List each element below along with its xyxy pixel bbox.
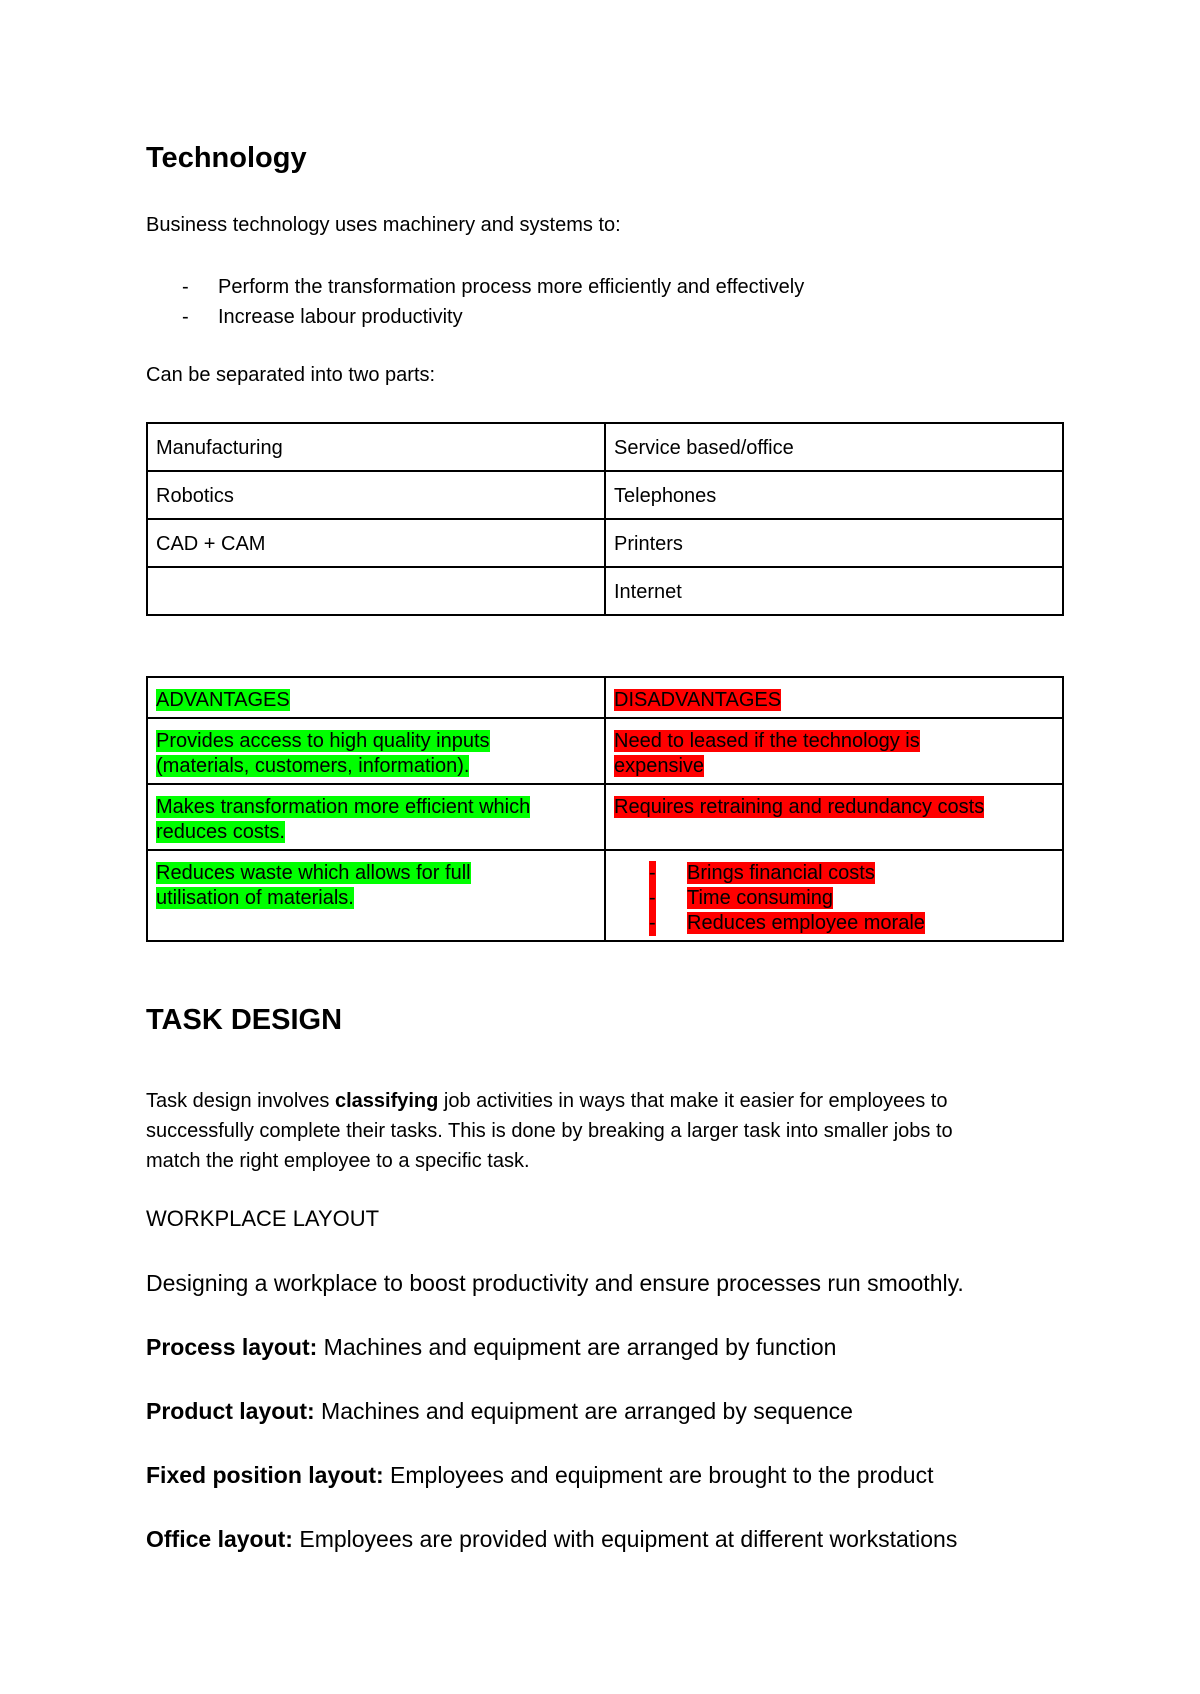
layout-term: Fixed position layout:	[146, 1462, 384, 1488]
advantage-text: (materials, customers, information).	[156, 755, 470, 777]
disadvantage-bullet-list	[614, 861, 1054, 936]
advantage-text: Makes transformation more efficient which	[156, 796, 531, 818]
table-row	[147, 519, 1063, 567]
disadvantages-header: DISADVANTAGES	[614, 689, 782, 711]
dash-bullet: -	[649, 912, 656, 934]
advantage-cell	[147, 850, 605, 941]
advantages-header: ADVANTAGES	[156, 689, 290, 711]
task-body-text: job activities in ways that make it easier for employees to	[438, 1090, 948, 1112]
task-body-text: match the right employee to a specific task.	[146, 1150, 530, 1172]
technology-bullet-list	[146, 272, 804, 332]
disadvantage-text: expensive	[614, 755, 705, 777]
table-cell	[147, 567, 605, 615]
list-item-text: Perform the transformation process more efficiently and effectively	[218, 276, 805, 298]
table-cell: Internet	[605, 567, 1063, 615]
table-cell: Service based/office	[605, 423, 1063, 471]
table-cell: Telephones	[605, 471, 1063, 519]
parts-label: Can be separated into two parts:	[146, 364, 436, 386]
layout-term: Process layout:	[146, 1334, 318, 1360]
workplace-layout-intro: Designing a workplace to boost productivity and ensure processes run smoothly.	[146, 1270, 964, 1296]
technology-intro: Business technology uses machinery and systems to:	[146, 214, 621, 236]
dash-bullet: -	[649, 887, 656, 909]
layout-desc: Machines and equipment are arranged by function	[317, 1334, 837, 1360]
layout-definition	[146, 1526, 957, 1553]
technology-heading: Technology	[146, 142, 307, 174]
list-item-text: Time consuming	[687, 887, 833, 909]
dash-bullet: -	[182, 306, 189, 328]
list-item-text: Reduces employee morale	[687, 912, 925, 934]
layout-desc: Machines and equipment are arranged by sequence	[314, 1398, 853, 1424]
list-item	[649, 886, 1054, 911]
layout-definition	[146, 1398, 853, 1425]
list-item	[649, 911, 1054, 936]
list-item	[146, 302, 804, 332]
task-body-text: successfully complete their tasks. This is done by breaking a larger task into smaller jobs to	[146, 1120, 953, 1142]
advantage-text: utilisation of materials.	[156, 887, 354, 909]
advantage-cell	[147, 718, 605, 784]
advantage-cell	[147, 784, 605, 850]
table-header-row	[147, 677, 1063, 718]
disadvantage-text: Requires retraining and redundancy costs	[614, 796, 985, 818]
table-cell: Robotics	[147, 471, 605, 519]
layout-definition	[146, 1334, 836, 1361]
advantage-text: Reduces waste which allows for full	[156, 862, 471, 884]
dash-bullet: -	[182, 276, 189, 298]
table-row	[147, 784, 1063, 850]
task-design-paragraph	[146, 1086, 1064, 1176]
task-body-text: Task design involves	[146, 1090, 335, 1112]
dash-bullet: -	[649, 862, 656, 884]
list-item-text: Increase labour productivity	[218, 306, 463, 328]
layout-term: Office layout:	[146, 1526, 293, 1552]
disadvantages-header-cell	[605, 677, 1063, 718]
table-row	[147, 423, 1063, 471]
list-item	[146, 272, 804, 302]
advantages-disadvantages-table	[146, 676, 1064, 942]
list-item	[649, 861, 1054, 886]
table-row	[147, 718, 1063, 784]
disadvantage-cell	[605, 850, 1063, 941]
advantage-text: Provides access to high quality inputs	[156, 730, 490, 752]
disadvantage-cell	[605, 784, 1063, 850]
table-row	[147, 567, 1063, 615]
table-row	[147, 471, 1063, 519]
table-cell: CAD + CAM	[147, 519, 605, 567]
layout-term: Product layout:	[146, 1398, 315, 1424]
disadvantage-cell	[605, 718, 1063, 784]
list-item-text: Brings financial costs	[687, 862, 875, 884]
table-cell: Printers	[605, 519, 1063, 567]
disadvantage-text: Need to leased if the technology is	[614, 730, 920, 752]
layout-desc: Employees are provided with equipment at different workstations	[292, 1526, 958, 1552]
table-cell: Manufacturing	[147, 423, 605, 471]
task-body-bold: classifying	[334, 1090, 439, 1112]
task-design-heading: TASK DESIGN	[146, 1004, 343, 1036]
layout-definition	[146, 1462, 933, 1489]
table-row	[147, 850, 1063, 941]
layout-desc: Employees and equipment are brought to the product	[383, 1462, 934, 1488]
advantage-text: reduces costs.	[156, 821, 285, 843]
technology-parts-table	[146, 422, 1064, 616]
workplace-layout-heading: WORKPLACE LAYOUT	[146, 1206, 380, 1231]
advantages-header-cell	[147, 677, 605, 718]
